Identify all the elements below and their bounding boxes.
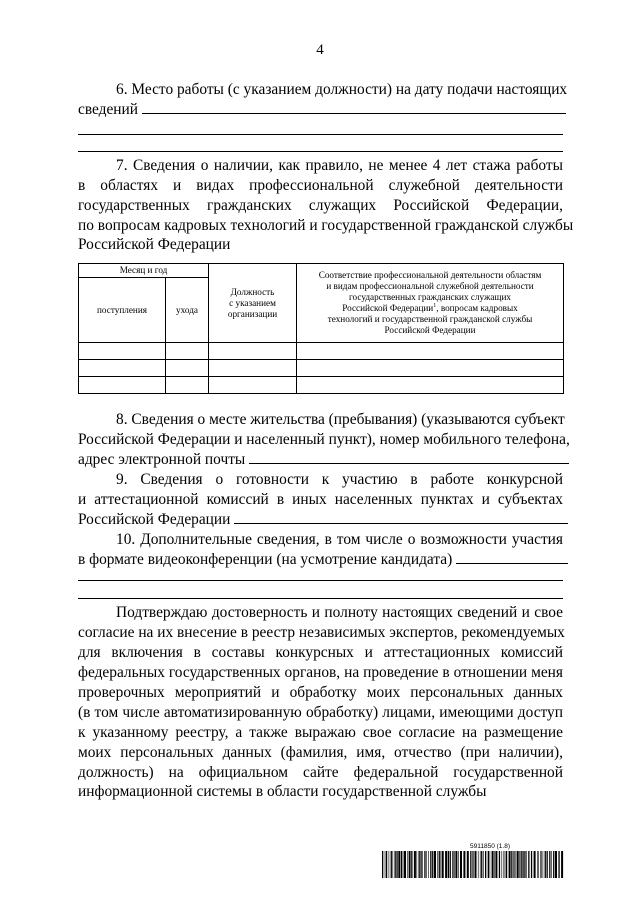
compliance-header-line: технологий и государственной гражданской службы [327,314,533,324]
section-9-label: Российской Федерации [78,511,231,528]
section-8-line-2: Российской Федерации и населенный пункт), номер мобильного телефона, [78,431,570,448]
barcode-image [382,851,564,878]
section-6-label: сведений [78,101,139,118]
consent-line: согласие на их внесение в реестр независимых экспертов, рекомендуемых [78,624,565,641]
table-cell[interactable] [209,343,297,360]
section-8-line-1: 8. Сведения о месте жительства (пребывания) (указываются субъект [116,411,565,428]
readiness-field[interactable] [234,510,568,524]
workplace-field-line-2[interactable] [78,134,563,135]
position-header-line: Должность [230,286,275,297]
table-cell[interactable] [209,360,297,377]
barcode-number: 5911850 (1.8) [470,843,510,850]
position-header-line: с указанием [229,297,276,308]
table-row [79,377,564,394]
table-cell[interactable] [166,377,209,394]
consent-line: федеральных государственных органов, на проведение в отношении меня [78,664,563,681]
consent-line: Подтверждаю достоверность и полноту настоящих сведений и свое [116,604,563,621]
section-9-line-1: 9. Сведения о готовности к участию в работе конкурсной [116,471,563,488]
section-8-line-3 [78,450,563,470]
compliance-header-text: Российской Федерации [342,303,434,313]
table-row [79,360,564,377]
table-cell[interactable] [166,360,209,377]
residence-field[interactable] [249,450,569,464]
additional-info-field[interactable] [456,550,568,564]
compliance-header-text: , вопросам кадровых [436,303,518,313]
compliance-header [297,264,564,343]
footnote-mark: 1 [433,302,437,309]
table-cell[interactable] [79,343,166,360]
compliance-header-line: Соответствие профессиональной деятельности областям [318,270,542,280]
section-6-line-2 [78,100,563,120]
consent-line: для включения в составы конкурсных и аттестационных комиссий [78,644,563,661]
consent-line: к указанному реестру, а также выражаю свое согласие на размещение [78,724,563,741]
section-7-line-3: государственных гражданских служащих Российской Федерации, [78,197,563,214]
additional-info-line-2[interactable] [78,580,563,581]
compliance-header-line: государственных гражданских служащих [349,292,511,302]
consent-line: должность) на официальном сайте федеральной государственной [78,764,563,781]
additional-info-line-3[interactable] [78,598,563,599]
section-10-line-1: 10. Дополнительные сведения, в том числе о возможности участия [116,531,563,548]
table-cell[interactable] [209,377,297,394]
section-7-line-2: в областях и видах профессиональной служебной деятельности [78,177,563,194]
compliance-header-line: и видам профессиональной служебной деятельности [326,281,534,291]
section-7-line-4: по вопросам кадровых технологий и государственной гражданской службы [78,217,574,234]
section-6-line-1: 6. Место работы (с указанием должности) на дату подачи настоящих [116,81,568,98]
month-year-header: Месяц и год [79,264,209,278]
table-row [79,343,564,360]
table-cell[interactable] [79,360,166,377]
section-10-line-2 [78,550,563,570]
workplace-field-line-3[interactable] [78,151,563,152]
table-header-row-1 [79,264,564,278]
position-header [209,264,297,343]
table-cell[interactable] [166,343,209,360]
table-cell[interactable] [297,377,564,394]
table-cell[interactable] [297,360,564,377]
consent-line: моих персональных данных (фамилия, имя, отчество (при наличии), [78,744,563,761]
section-7-line-1: 7. Сведения о наличии, как правило, не менее 4 лет стажа работы [116,157,563,174]
section-9-line-2: и аттестационной комиссий в иных населенных пунктах и субъектах [78,491,563,508]
consent-line: (в том числе автоматизированную обработку) лицами, имеющими доступ [78,704,563,721]
section-9-line-3 [78,510,563,530]
compliance-header-line: Российской Федерации [384,325,476,335]
table-cell[interactable] [297,343,564,360]
table-cell[interactable] [79,377,166,394]
page-number: 4 [316,42,324,58]
compliance-header-line [299,303,561,314]
position-header-line: организации [227,308,278,319]
experience-table [78,263,564,394]
section-7-line-5: Российской Федерации [78,236,231,253]
exit-header: ухода [166,278,209,343]
section-10-label: в формате видеоконференции (на усмотрение кандидата) [78,551,453,568]
consent-line: информационной системы в области государственной службы [78,783,487,800]
consent-line: проверочных мероприятий и обработку моих персональных данных [78,684,563,701]
section-8-label: адрес электронной почты [78,451,246,468]
workplace-field[interactable] [142,100,566,114]
entry-header: поступления [79,278,166,343]
